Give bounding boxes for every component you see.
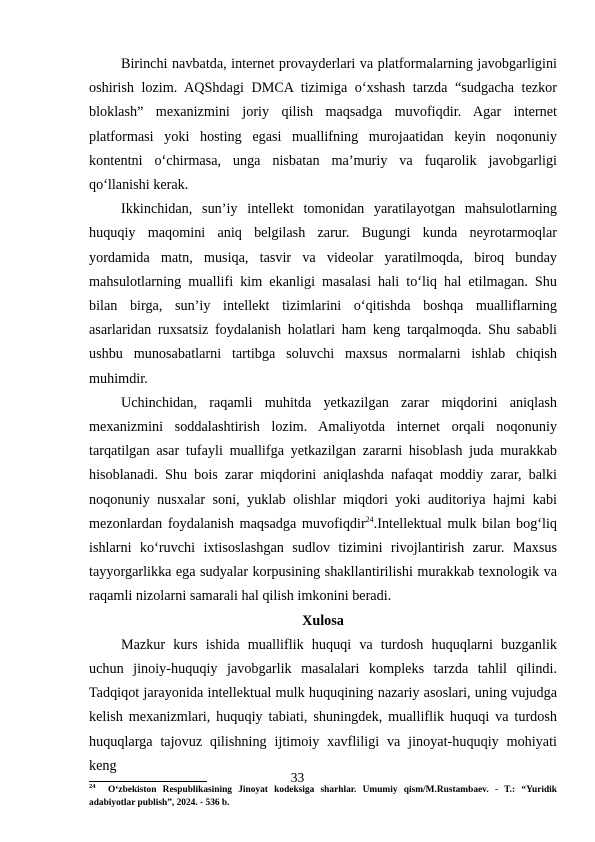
paragraph-conclusion: Mazkur kurs ishida mualliflik huquqi va turdosh huquqlarni buzganlik uchun jinoiy-huquqiy javobgarlik masalalari kompleks tarzda tahlil qilindi. Tadqiqot jarayonida intellektual mulk huquqining nazariy asoslari, uning vujudga kelish mexanizmlari, huquqiy tabiati, shuningdek, mualliflik huquqi va turdosh huquqlarga tajovuz qilishning ijtimoiy xavfliligi va jinoyat-huquqiy mohiyati keng xyxy=(89,636,557,774)
footnote-reference[interactable]: 24 xyxy=(365,514,374,524)
footnote xyxy=(89,784,557,809)
paragraph-third-text-b: .Intellektual mulk bilan bog‘liq ishlarni ko‘ruvchi ixtisoslashgan sudlov tizimini rivojlantirish zarur. Maxsus tayyorgarlikka ega sudyalar korpusining shakllantirilishi murakkab texnologik va raqamli nizolarni samarali hal qilish imkonini beradi. xyxy=(89,515,557,605)
paragraph-third-text-a: Uchinchidan, raqamli muhitda yetkazilgan zarar miqdorini aniqlash mexanizmini soddalashtirish lozim. Amaliyotda internet orqali noqonuniy tarqatilgan asar tufayli muallifga yetkazilgan zararni hisoblash juda murakkab hisoblanadi. Shu bois zarar miqdorini aniqlashda nafaqat moddiy zarar, balki noqonuniy nusxalar soni, yuklab olishlar miqdori yoki auditoriya hajmi kabi mezonlardan foydalanish maqsadga muvofiqdir xyxy=(89,394,557,532)
section-heading: Xulosa xyxy=(302,612,344,629)
paragraph-first: Birinchi navbatda, internet provayderlari va platformalarning javobgarligini oshirish lozim. AQShdagi DMCA tizimiga o‘xshash tarzda “sudgacha tezkor bloklash” mexanizmini joriy qilish maqsadga muvofiqdir. Agar internet platformasi yoki hosting egasi muallifning murojaatidan keyin noqonuniy kontentni o‘chirmasa, unga nisbatan ma’muriy va fuqarolik javobgarligi qo‘llanishi kerak. xyxy=(89,56,557,194)
footnote-mark: 24 xyxy=(89,783,96,791)
page-number: 33 xyxy=(290,770,305,785)
document-page xyxy=(89,52,557,809)
paragraph-second: Ikkinchidan, sun’iy intellekt tomonidan yaratilayotgan mahsulotlarning huquqiy maqomini aniq belgilash zarur. Bugungi kunda neyrotarmoqlar yordamida matn, musiqa, tasvir va videolar yaratilmoqda, biroq bunday mahsulotlarning muallifi kim ekanligi masalasi hali to‘liq hal etilmagan. Shu bilan birga, sun’iy intellekt tizimlarini o‘qitishda boshqa mualliflarning asarlaridan ruxsatsiz foydalanish holatlari ham keng tarqalmoqda. Shu sababli ushbu munosabatlarni tartibga soluvchi maxsus normalarni ishlab chiqish muhimdir. xyxy=(89,201,557,387)
footnote-text: O‘zbekiston Respublikasining Jinoyat kodeksiga sharhlar. Umumiy qism/M.Rustambaev. - T.: “Yuridik adabiyotlar publish”, 2024. - 536 b. xyxy=(89,785,558,808)
paragraph-third xyxy=(89,391,557,609)
